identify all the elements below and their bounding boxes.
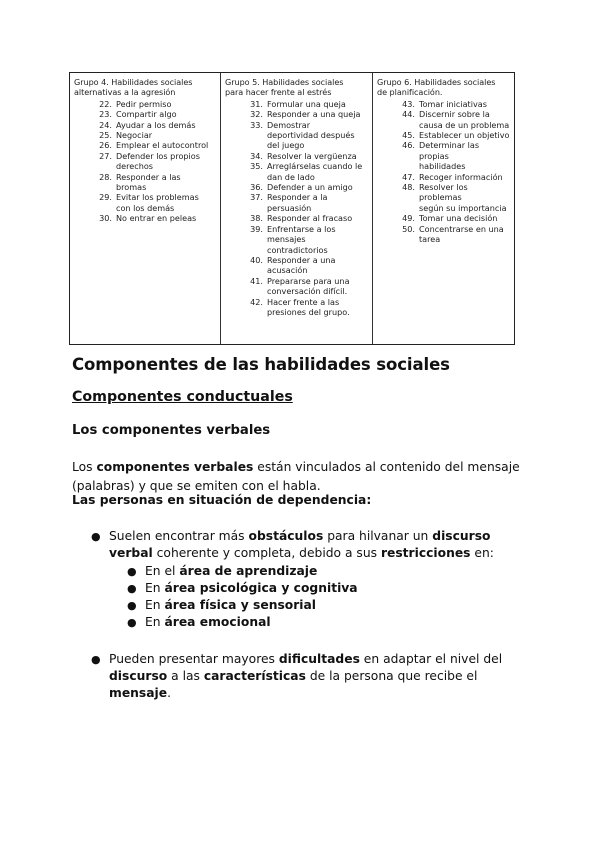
- sub-subsection-title: Los componentes verbales: [72, 423, 271, 438]
- item-number: 31.: [250, 98, 263, 109]
- list-item: [243, 192, 369, 213]
- item-text-line: Resolver la vergüenza: [267, 150, 357, 161]
- item-text-line: Responder a una queja: [267, 109, 361, 120]
- item-text-line: Establecer un objetivo: [419, 130, 510, 141]
- item-text-line: tarea: [419, 234, 441, 245]
- item-text: [419, 140, 511, 171]
- list-item: [243, 297, 369, 318]
- item-number: 23.: [99, 109, 112, 120]
- item-text-line: del juego: [267, 140, 305, 151]
- item-text: [267, 224, 369, 255]
- item-text-line: Prepararse para una: [267, 275, 350, 286]
- item-text: [267, 151, 369, 161]
- item-text-line: Enfrentarse a los: [267, 223, 336, 234]
- bullet-obstacles: ● Suelen encontrar más obstáculos para hilvanar un discurso verbal coherente y completa, debido a sus restricciones en:: [91, 529, 494, 560]
- item-number: 22.: [99, 98, 112, 109]
- bullet-icon: ●: [91, 653, 101, 666]
- item-text-line: habilidades: [419, 161, 466, 172]
- list-item: [92, 172, 217, 193]
- item-text-line: Determinar las propias: [419, 140, 480, 161]
- item-text-line: No entrar en peleas: [116, 213, 197, 224]
- item-number: 25.: [99, 130, 112, 141]
- item-text-line: Tomar iniciativas: [419, 98, 487, 109]
- intro-paragraph: Los componentes verbales están vinculados al contenido del mensaje (palabras) y que se emiten con el habla.: [72, 460, 520, 493]
- item-text-line: Defender a un amigo: [267, 182, 353, 193]
- column-heading: Grupo 6. Habilidades sociales de planificación.: [377, 77, 496, 98]
- item-number: 39.: [250, 223, 263, 234]
- item-number: 35.: [250, 161, 263, 172]
- item-text: [267, 297, 369, 318]
- list-item: [92, 130, 217, 140]
- bullet-icon: ●: [127, 599, 137, 612]
- item-text: [267, 182, 369, 192]
- item-number: 29.: [99, 192, 112, 203]
- item-text-line: Concentrarse en una: [419, 223, 504, 234]
- item-text: [267, 99, 369, 109]
- list-item: [92, 151, 217, 172]
- item-text-line: Hacer frente a las: [267, 296, 340, 307]
- item-text-line: Recoger información: [419, 171, 503, 182]
- item-text-line: causa de un problema: [419, 119, 510, 130]
- item-number: 37.: [250, 192, 263, 203]
- item-number: 28.: [99, 171, 112, 182]
- item-number: 27.: [99, 150, 112, 161]
- list-item: [243, 182, 369, 192]
- persons-heading: Las personas en situación de dependencia:: [72, 493, 372, 507]
- item-text-line: presiones del grupo.: [267, 306, 350, 317]
- item-text-line: Responder a las: [116, 171, 181, 182]
- item-text-line: Evitar los problemas: [116, 192, 199, 203]
- item-text: [116, 120, 217, 130]
- item-text: [116, 130, 217, 140]
- skills-table: [69, 72, 515, 345]
- item-text: [116, 213, 217, 223]
- list-item: [243, 276, 369, 297]
- item-list: [243, 99, 369, 318]
- item-text: [267, 213, 369, 223]
- column-heading: Grupo 4. Habilidades sociales alternativas a la agresión: [74, 77, 193, 98]
- item-text: [116, 151, 217, 172]
- list-item: [243, 151, 369, 161]
- item-list: [92, 99, 217, 224]
- item-text-line: con los demás: [116, 202, 175, 213]
- sub-bullet-psychological: ● En área psicológica y cognitiva: [127, 581, 358, 595]
- list-item: [395, 182, 511, 213]
- bullet-icon: ●: [127, 616, 137, 629]
- table-column-group-4: [70, 73, 221, 344]
- item-text-line: Tomar una decisión: [419, 213, 498, 224]
- list-item: [395, 99, 511, 109]
- item-text-line: mensajes: [267, 234, 306, 245]
- item-text-line: Pedir permiso: [116, 98, 172, 109]
- item-text-line: deportividad después: [267, 130, 355, 141]
- sub-bullet-physical: ● En área física y sensorial: [127, 598, 317, 612]
- list-item: [395, 130, 511, 140]
- item-text-line: bromas: [116, 182, 147, 193]
- list-item: [92, 140, 217, 150]
- list-item: [395, 213, 511, 223]
- item-text-line: Demostrar: [267, 119, 311, 130]
- list-item: [92, 120, 217, 130]
- item-number: 49.: [402, 213, 415, 224]
- item-number: 42.: [250, 296, 263, 307]
- item-text: [267, 276, 369, 297]
- item-number: 38.: [250, 213, 263, 224]
- item-text: [419, 213, 511, 223]
- list-item: [243, 109, 369, 119]
- item-number: 48.: [402, 182, 415, 193]
- list-item: [395, 172, 511, 182]
- item-text-line: Negociar: [116, 130, 153, 141]
- sub-bullet-learning: ● En el área de aprendizaje: [127, 564, 318, 578]
- item-text: [116, 192, 217, 213]
- item-number: 43.: [402, 98, 415, 109]
- section-title: Componentes de las habilidades sociales: [72, 355, 450, 374]
- item-number: 33.: [250, 119, 263, 130]
- bullet-icon: ●: [127, 582, 137, 595]
- item-number: 46.: [402, 140, 415, 151]
- list-item: [92, 109, 217, 119]
- list-item: [92, 99, 217, 109]
- item-text-line: Arreglárselas cuando le: [267, 161, 363, 172]
- item-text-line: Compartir algo: [116, 109, 177, 120]
- bullet-difficulties: ● Pueden presentar mayores dificultades en adaptar el nivel del discurso a las características de la persona que recibe el mensaje.: [91, 652, 503, 700]
- item-text-line: conversación difícil.: [267, 286, 348, 297]
- list-item: [243, 213, 369, 223]
- item-text: [116, 99, 217, 109]
- item-text: [419, 99, 511, 109]
- item-text-line: Ayudar a los demás: [116, 119, 196, 130]
- item-number: 47.: [402, 171, 415, 182]
- item-number: 44.: [402, 109, 415, 120]
- item-text-line: Emplear el autocontrol: [116, 140, 209, 151]
- list-item: [395, 109, 511, 130]
- table-column-group-5: [221, 73, 373, 344]
- item-text-line: Resolver los problemas: [419, 182, 468, 203]
- item-text-line: Responder al fracaso: [267, 213, 353, 224]
- item-text-line: persuasión: [267, 202, 312, 213]
- list-item: [243, 255, 369, 276]
- table-column-group-6: [373, 73, 514, 344]
- item-number: 45.: [402, 130, 415, 141]
- item-number: 34.: [250, 150, 263, 161]
- bullet-icon: ●: [91, 530, 101, 543]
- subsection-title: Componentes conductuales: [72, 389, 293, 405]
- bullet-icon: ●: [127, 565, 137, 578]
- item-text: [116, 172, 217, 193]
- sub-bullet-emotional: ● En área emocional: [127, 615, 271, 629]
- item-number: 40.: [250, 254, 263, 265]
- item-text-line: Responder a la: [267, 192, 328, 203]
- list-item: [395, 140, 511, 171]
- item-number: 50.: [402, 223, 415, 234]
- item-text: [267, 161, 369, 182]
- item-text: [267, 255, 369, 276]
- item-text-line: acusación: [267, 265, 308, 276]
- item-number: 41.: [250, 275, 263, 286]
- item-text: [267, 192, 369, 213]
- item-text: [419, 182, 511, 213]
- column-heading: Grupo 5. Habilidades sociales para hacer frente al estrés: [225, 77, 344, 98]
- item-text: [267, 109, 369, 119]
- item-text: [419, 224, 511, 245]
- item-text-line: dan de lado: [267, 171, 315, 182]
- item-text: [116, 109, 217, 119]
- list-item: [243, 120, 369, 151]
- list-item: [395, 224, 511, 245]
- item-list: [395, 99, 511, 245]
- item-number: 36.: [250, 182, 263, 193]
- list-item: [243, 224, 369, 255]
- list-item: [92, 213, 217, 223]
- item-text-line: contradictorios: [267, 244, 328, 255]
- item-text: [419, 130, 511, 140]
- item-text: [419, 172, 511, 182]
- item-text-line: derechos: [116, 161, 153, 172]
- item-number: 24.: [99, 119, 112, 130]
- item-text-line: Defender los propios: [116, 150, 200, 161]
- item-text-line: Discernir sobre la: [419, 109, 490, 120]
- item-text: [419, 109, 511, 130]
- list-item: [243, 161, 369, 182]
- item-text: [267, 120, 369, 151]
- item-text-line: Formular una queja: [267, 98, 346, 109]
- item-number: 26.: [99, 140, 112, 151]
- item-number: 30.: [99, 213, 112, 224]
- item-text-line: Responder a una: [267, 254, 336, 265]
- list-item: [92, 192, 217, 213]
- list-item: [243, 99, 369, 109]
- item-number: 32.: [250, 109, 263, 120]
- item-text: [116, 140, 217, 150]
- item-text-line: según su importancia: [419, 202, 507, 213]
